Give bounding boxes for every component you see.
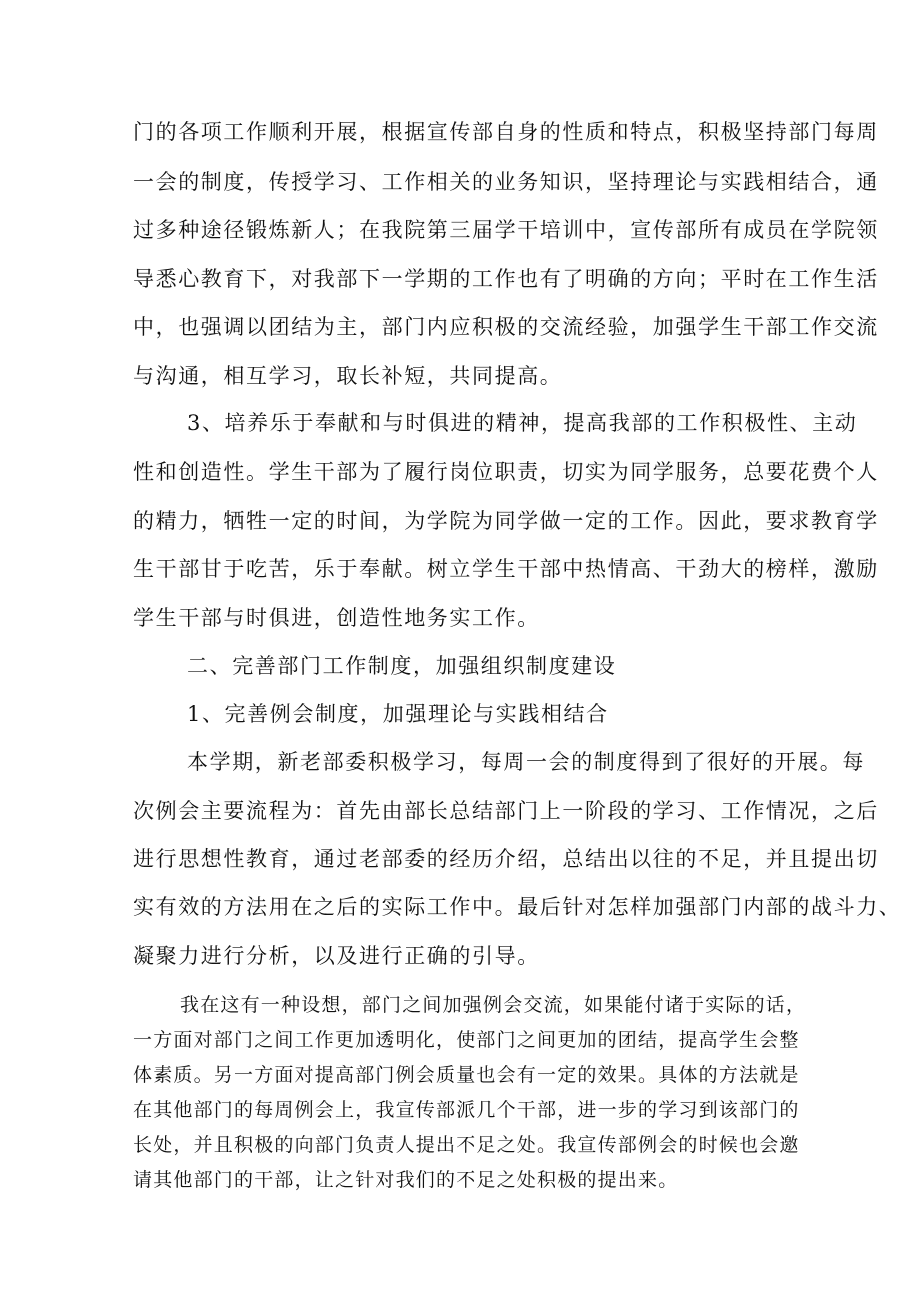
paragraph-line: 3、培养乐于奉献和与时俱进的精神，提高我部的工作积极性、主动: [187, 411, 858, 435]
paragraph-line: 导悉心教育下，对我部下一学期的工作也有了明确的方向；平时在工作生活: [133, 267, 879, 291]
paragraph-line: 生干部甘于吃苦，乐于奉献。树立学生干部中热情高、干劲大的榜样，激励: [133, 557, 879, 581]
paragraph-line: 在其他部门的每周例会上，我宣传部派几个干部，进一步的学习到该部门的: [133, 1099, 800, 1121]
paragraph-line: 的精力，牺牲一定的时间，为学院为同学做一定的工作。因此，要求教育学: [133, 509, 879, 533]
subsection-heading: 1、完善例会制度，加强理论与实践相结合: [187, 702, 609, 726]
paragraph-line: 实有效的方法用在之后的实际工作中。最后针对怎样加强部门内部的战斗力、: [133, 895, 902, 919]
paragraph-line: 请其他部门的干部，让之针对我们的不足之处积极的提出来。: [133, 1169, 679, 1191]
paragraph-line: 一会的制度，传授学习、工作相关的业务知识，坚持理论与实践相结合，通: [133, 170, 879, 194]
paragraph-line: 过多种途径锻炼新人；在我院第三届学干培训中，宣传部所有成员在学院领: [133, 218, 879, 242]
paragraph-line: 体素质。另一方面对提高部门例会质量也会有一定的效果。具体的方法就是: [133, 1064, 800, 1086]
paragraph-line: 一方面对部门之间工作更加透明化，使部门之间更加的团结，提高学生会整: [133, 1029, 800, 1051]
paragraph-line: 本学期，新老部委积极学习，每周一会的制度得到了很好的开展。每: [187, 750, 865, 774]
paragraph-line: 性和创造性。学生干部为了履行岗位职责，切实为同学服务，总要花费个人: [133, 460, 879, 484]
paragraph-line: 学生干部与时俱进，创造性地务实工作。: [133, 606, 540, 630]
section-heading: 二、完善部门工作制度，加强组织制度建设: [187, 654, 617, 678]
paragraph-line: 凝聚力进行分析，以及进行正确的引导。: [133, 944, 540, 968]
paragraph-line: 中，也强调以团结为主，部门内应积极的交流经验，加强学生干部工作交流: [133, 315, 879, 339]
paragraph-line: 与沟通，相互学习，取长补短，共同提高。: [133, 364, 563, 388]
paragraph-line: 次例会主要流程为：首先由部长总结部门上一阶段的学习、工作情况，之后: [133, 799, 879, 823]
paragraph-line: 长处，并且积极的向部门负责人提出不足之处。我宣传部例会的时候也会邀: [133, 1134, 800, 1156]
paragraph-line: 我在这有一种设想，部门之间加强例会交流，如果能付诸于实际的话，: [180, 994, 807, 1016]
paragraph-line: 门的各项工作顺利开展，根据宣传部自身的性质和特点，积极坚持部门每周: [133, 120, 879, 144]
paragraph-line: 进行思想性教育，通过老部委的经历介绍，总结出以往的不足，并且提出切: [133, 847, 879, 871]
